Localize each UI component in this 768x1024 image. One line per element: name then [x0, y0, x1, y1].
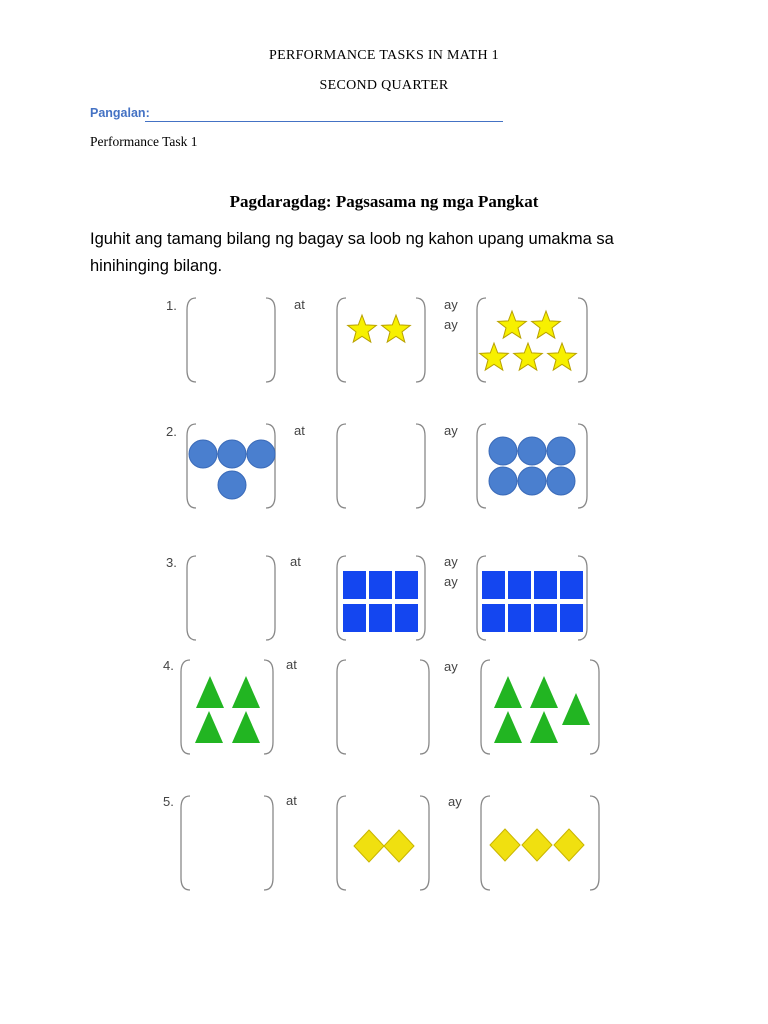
connector-at: at	[290, 554, 301, 569]
problem-number: 2.	[166, 424, 177, 439]
connector-ay-repeat: ay	[444, 574, 458, 589]
problem-number: 1.	[166, 298, 177, 313]
star-icon	[382, 315, 411, 342]
square-icon	[534, 604, 557, 632]
circle-icon	[218, 440, 246, 468]
triangle-icon	[232, 711, 260, 743]
circle-icon	[218, 471, 246, 499]
problem-number: 3.	[166, 555, 177, 570]
task-label: Performance Task 1	[90, 134, 198, 149]
connector-ay: ay	[448, 794, 462, 809]
answer-box-1-second	[337, 298, 425, 382]
instruction-text: Iguhit ang tamang bilang ng bagay sa loob ng kahon upang umakma sa hinihinging bilang.	[90, 230, 614, 275]
connector-at: at	[294, 297, 305, 312]
star-icon	[498, 311, 527, 338]
problem-4	[163, 657, 599, 754]
circle-icon	[489, 437, 517, 465]
triangle-icon	[562, 693, 590, 725]
page-title: PERFORMANCE TASKS IN MATH 1	[269, 48, 499, 63]
square-icon	[534, 571, 557, 599]
connector-ay: ay	[444, 423, 458, 438]
star-icon	[480, 343, 509, 370]
triangle-icon	[232, 676, 260, 708]
connector-ay: ay	[444, 659, 458, 674]
circle-icon	[547, 467, 575, 495]
answer-box-5-second	[337, 796, 429, 890]
triangle-icon	[530, 676, 558, 708]
diamond-icon	[490, 829, 520, 861]
connector-ay-repeat: ay	[444, 317, 458, 332]
square-icon	[482, 604, 505, 632]
answer-box-2-second[interactable]	[337, 424, 425, 508]
star-icon	[548, 343, 577, 370]
circle-icon	[189, 440, 217, 468]
triangle-icon	[530, 711, 558, 743]
diamond-icon	[554, 829, 584, 861]
answer-box-3-first[interactable]	[187, 556, 275, 640]
connector-ay: ay	[444, 297, 458, 312]
triangle-icon	[494, 711, 522, 743]
triangle-icon	[195, 711, 223, 743]
connector-at: at	[294, 423, 305, 438]
problem-3	[166, 554, 587, 640]
diamond-icon	[354, 830, 384, 862]
circle-icon	[489, 467, 517, 495]
connector-at: at	[286, 793, 297, 808]
connector-ay: ay	[444, 554, 458, 569]
name-label: Pangalan:	[90, 106, 150, 120]
square-icon	[395, 571, 418, 599]
square-icon	[369, 571, 392, 599]
square-icon	[343, 604, 366, 632]
connector-at: at	[286, 657, 297, 672]
circle-icon	[547, 437, 575, 465]
square-icon	[343, 571, 366, 599]
circle-icon	[518, 437, 546, 465]
square-icon	[369, 604, 392, 632]
problem-2	[166, 423, 587, 508]
triangle-icon	[494, 676, 522, 708]
square-icon	[560, 604, 583, 632]
answer-box-1-first[interactable]	[187, 298, 275, 382]
section-heading: Pagdaragdag: Pagsasama ng mga Pangkat	[229, 192, 539, 211]
star-icon	[532, 311, 561, 338]
star-icon	[348, 315, 377, 342]
square-icon	[395, 604, 418, 632]
circle-icon	[247, 440, 275, 468]
diamond-icon	[384, 830, 414, 862]
answer-box-4-second[interactable]	[337, 660, 429, 754]
problem-1	[166, 297, 587, 382]
square-icon	[508, 571, 531, 599]
square-icon	[482, 571, 505, 599]
diamond-icon	[522, 829, 552, 861]
problem-number: 4.	[163, 658, 174, 673]
answer-box-5-first[interactable]	[181, 796, 273, 890]
square-icon	[560, 571, 583, 599]
star-icon	[514, 343, 543, 370]
square-icon	[508, 604, 531, 632]
problem-5	[163, 793, 599, 890]
triangle-icon	[196, 676, 224, 708]
circle-icon	[518, 467, 546, 495]
page-subtitle: SECOND QUARTER	[319, 78, 449, 93]
problem-number: 5.	[163, 794, 174, 809]
